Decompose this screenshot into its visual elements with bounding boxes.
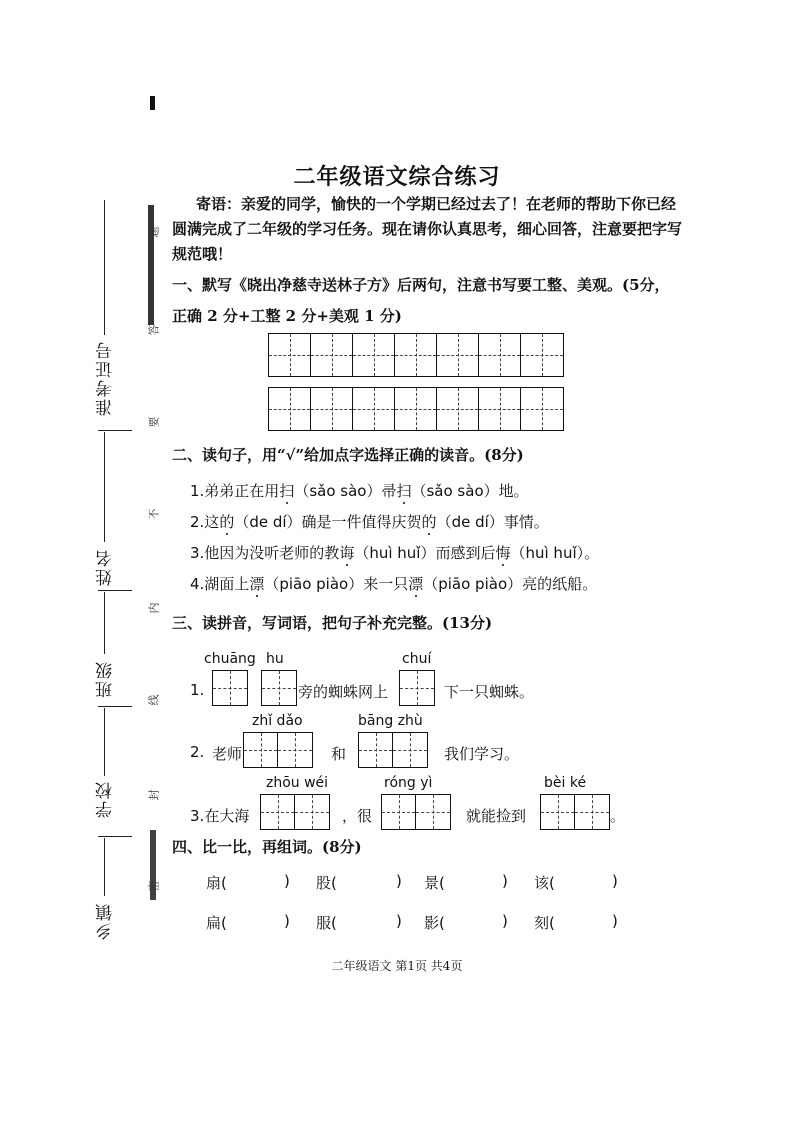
q1-box-1[interactable] — [212, 670, 248, 706]
section2-item-1[interactable]: 1.弟弟正在用扫（sǎo sào）帚扫（sǎo sào）地。 — [190, 482, 529, 500]
q1-text-mid: 旁的蜘蛛网上 — [298, 683, 389, 701]
q2-pinyin-2: bāng zhù — [358, 713, 423, 729]
s4-r1-c4-close: ) — [612, 872, 618, 890]
seal-char-2: 答 — [147, 324, 161, 336]
s4-r1-c3-open[interactable]: 景( — [424, 874, 445, 892]
section2-heading: 二、读句子，用“√”给加点字选择正确的读音。(8分) — [172, 446, 524, 464]
q3-boxes-2[interactable] — [381, 794, 451, 830]
q1-number: 1. — [190, 681, 205, 699]
q2-text-mid: 和 — [331, 745, 347, 763]
s4-r2-c1-open[interactable]: 扁( — [206, 914, 227, 932]
field-exam-number: 准考证号 — [96, 340, 116, 416]
corner-mark — [150, 96, 155, 110]
q2-text-pre: 老师 — [212, 745, 243, 763]
s4-r2-c3-open[interactable]: 影( — [424, 914, 445, 932]
q3-boxes-3[interactable] — [540, 794, 610, 830]
section3-heading: 三、读拼音，写词语，把句子补充完整。(13分) — [172, 614, 493, 632]
q3-text-mid: 就能捡到 — [466, 807, 527, 825]
s4-r1-c2-close: ) — [396, 872, 402, 890]
field-line-class[interactable] — [104, 592, 105, 654]
section1-heading-line1: 一、默写《晓出净慈寺送林子方》后两句，注意书写要工整、美观。(5分， — [172, 276, 670, 294]
binding-smudge-top — [148, 205, 154, 325]
q1-pinyin-3: chuí — [402, 651, 432, 667]
intro-line-2: 圆满完成了二年级的学习任务。现在请你认真思考，细心回答，注意要把字写 — [172, 220, 683, 238]
s4-r2-c4-close: ) — [612, 912, 618, 930]
q3-text-comma: ，很 — [342, 807, 373, 825]
s4-r2-c2-close: ) — [396, 912, 402, 930]
seal-char-8: 密 — [147, 880, 161, 892]
field-underline-4 — [98, 836, 132, 837]
section2-item-2[interactable]: 2.这的（de dí）确是一件值得庆贺的（de dí）事情。 — [190, 513, 549, 531]
q3-boxes-1[interactable] — [260, 794, 330, 830]
seal-char-1: 题 — [147, 226, 161, 238]
q3-pinyin-3: bèi ké — [544, 775, 587, 791]
page-title: 二年级语文综合练习 — [293, 164, 501, 190]
s4-r1-c3-close: ) — [502, 872, 508, 890]
q1-box-2[interactable] — [261, 670, 297, 706]
s4-r2-c2-open[interactable]: 服( — [316, 914, 337, 932]
writing-grid-row-1[interactable] — [268, 333, 564, 377]
seal-char-4: 不 — [147, 508, 161, 520]
field-line-school[interactable] — [104, 708, 105, 776]
q1-box-3[interactable] — [399, 670, 435, 706]
field-township: 乡镇 — [96, 902, 116, 940]
seal-char-6: 线 — [147, 694, 161, 706]
section1-heading-line2: 正确 2 分+工整 2 分+美观 1 分) — [172, 307, 402, 325]
seal-char-5: 内 — [147, 602, 161, 614]
q1-pinyin-1: chuāng — [204, 651, 256, 667]
page-footer: 二年级语文 第1页 共4页 — [331, 959, 463, 973]
q3-pinyin-2: róng yì — [384, 775, 433, 791]
q3-pinyin-1: zhōu wéi — [266, 775, 329, 791]
s4-r1-c1-close: ) — [284, 872, 290, 890]
field-underline-1 — [98, 430, 132, 431]
s4-r1-c1-open[interactable]: 扇( — [206, 874, 227, 892]
q1-pinyin-2: hu — [266, 651, 284, 667]
field-underline-2 — [98, 590, 132, 591]
section2-item-4[interactable]: 4.湖面上漂（piāo piào）来一只漂（piāo piào）亮的纸船。 — [190, 575, 598, 593]
field-line-name[interactable] — [104, 432, 105, 542]
q2-text-end: 我们学习。 — [444, 745, 520, 763]
intro-line-3: 规范哦！ — [172, 245, 233, 263]
field-line-exam-number[interactable] — [104, 200, 105, 335]
q2-boxes-1[interactable] — [243, 732, 313, 768]
seal-char-3: 要 — [147, 416, 161, 428]
s4-r2-c4-open[interactable]: 刻( — [534, 914, 555, 932]
q2-number: 2. — [190, 743, 205, 761]
q2-pinyin-1: zhǐ dǎo — [252, 713, 303, 729]
s4-r1-c2-open[interactable]: 股( — [316, 874, 337, 892]
s4-r2-c3-close: ) — [502, 912, 508, 930]
section4-heading: 四、比一比，再组词。(8分) — [172, 838, 362, 856]
field-school: 学校 — [96, 780, 116, 818]
checkmark-symbol: “√” — [277, 446, 305, 464]
q3-number-and-pre: 3.在大海 — [190, 807, 250, 825]
section2-item-3[interactable]: 3.他因为没听老师的教诲（huì huǐ）而感到后悔（huì huǐ）。 — [190, 544, 600, 562]
q1-text-end: 下一只蜘蛛。 — [444, 683, 535, 701]
intro-line-1: 寄语：亲爱的同学，愉快的一个学期已经过去了！在老师的帮助下你已经 — [196, 195, 677, 213]
writing-grid-row-2[interactable] — [268, 387, 564, 431]
s4-r1-c4-open[interactable]: 该( — [534, 874, 555, 892]
field-name: 姓名 — [96, 548, 116, 586]
field-underline-3 — [98, 706, 132, 707]
seal-char-7: 封 — [147, 789, 161, 801]
q3-text-end: 。 — [610, 807, 626, 825]
q2-boxes-2[interactable] — [358, 732, 428, 768]
field-class: 班级 — [96, 660, 116, 698]
field-line-township[interactable] — [104, 838, 105, 896]
s4-r2-c1-close: ) — [284, 912, 290, 930]
